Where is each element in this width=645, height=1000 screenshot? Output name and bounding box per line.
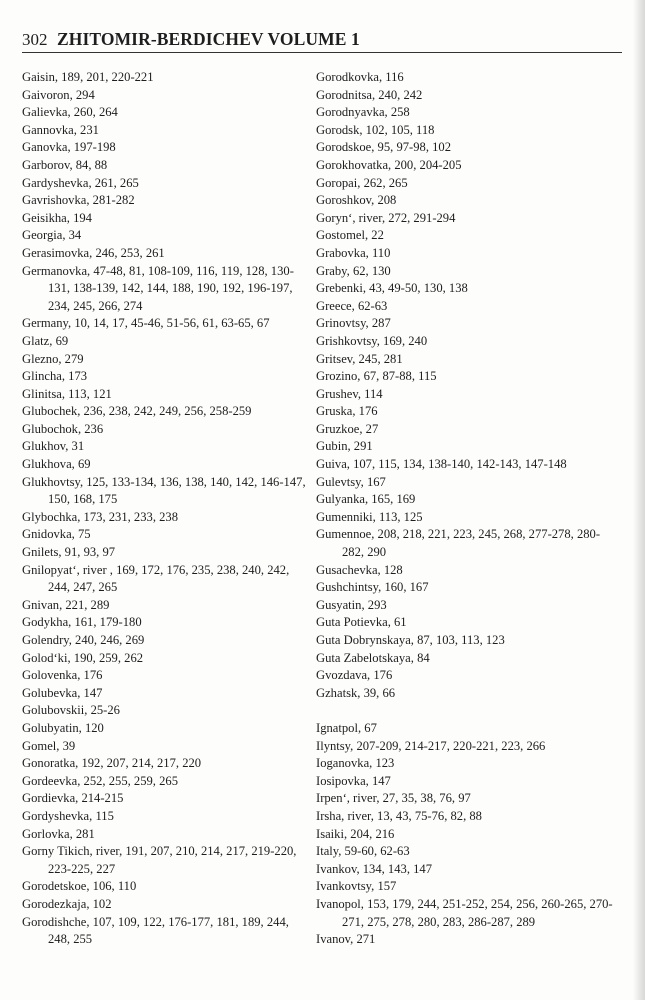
index-entry: Germanovka, 47-48, 81, 108-109, 116, 119, 128, 130-131, 138-139, 142, 144, 188, 190, 192, 196-197, 234, 245, 266, 274 <box>22 263 294 313</box>
index-entry: Ivanov, 271 <box>316 932 376 947</box>
index-entry: Ignatpol, 67 <box>316 720 377 735</box>
index-entry: Grebenki, 43, 49-50, 130, 138 <box>316 281 468 296</box>
index-entry: Gnilopyat‘, river , 169, 172, 176, 235, 238, 240, 242, 244, 247, 265 <box>22 562 290 595</box>
index-entry: Gritsev, 245, 281 <box>316 351 403 366</box>
index-entry: Gostomel, 22 <box>316 228 384 243</box>
index-entry: Glubochok, 236 <box>22 421 104 436</box>
index-entry: Guta Dobrynskaya, 87, 103, 113, 123 <box>316 633 505 647</box>
index-entry: Italy, 59-60, 62-63 <box>316 844 410 859</box>
index-entry: Ilyntsy, 207-209, 214-217, 220-221, 223, 266 <box>316 738 546 753</box>
index-entry: Glincha, 173 <box>22 369 88 384</box>
index-entry: Glatz, 69 <box>22 333 69 348</box>
index-entry: Gnivan, 221, 289 <box>22 597 110 612</box>
index-entry: Goroshkov, 208 <box>316 193 397 208</box>
index-entry: Guta Zabelotskaya, 84 <box>316 650 430 665</box>
index-entry: Gomel, 39 <box>22 738 76 753</box>
index-entry: Gorodishche, 107, 109, 122, 176-177, 181, 189, 244, 248, 255 <box>22 914 289 947</box>
index-entry: Gordievka, 214-215 <box>22 791 124 806</box>
index-entry: Glezno, 279 <box>22 351 84 366</box>
index-entry: Isaiki, 204, 216 <box>316 826 395 841</box>
index-entry: Gorlovka, 281 <box>22 826 95 841</box>
index-entry: Gorodnitsa, 240, 242 <box>316 87 423 102</box>
index-entry: Gardyshevka, 261, 265 <box>22 175 139 190</box>
section-gap <box>316 702 616 720</box>
index-entry: Geisikha, 194 <box>22 210 92 225</box>
index-entry: Ganovka, 197-198 <box>22 140 116 155</box>
index-entry: Gorodskoe, 95, 97-98, 102 <box>316 140 452 155</box>
running-title: ZHITOMIR-BERDICHEV VOLUME 1 <box>57 29 360 49</box>
index-entry: Glybochka, 173, 231, 233, 238 <box>22 509 179 524</box>
index-entry: Iosipovka, 147 <box>316 773 391 788</box>
index-entry: Goropai, 262, 265 <box>316 175 408 190</box>
index-section-g <box>316 69 616 702</box>
index-entry: Grushev, 114 <box>316 386 383 401</box>
index-entry: Gaisin, 189, 201, 220-221 <box>22 70 154 84</box>
index-column-left <box>22 69 307 949</box>
index-entry: Gzhatsk, 39, 66 <box>316 685 396 700</box>
index-entry: Golod‘ki, 190, 259, 262 <box>22 650 144 665</box>
index-entry: Irsha, river, 13, 43, 75-76, 82, 88 <box>316 808 482 823</box>
index-entry: Gordeevka, 252, 255, 259, 265 <box>22 773 178 788</box>
index-column-right <box>316 69 616 949</box>
index-entry: Gerasimovka, 246, 253, 261 <box>22 245 165 260</box>
index-entry: Gorodnyavka, 258 <box>316 105 410 120</box>
index-entry: Gnidovka, 75 <box>22 527 91 542</box>
index-entry: Glukhov, 31 <box>22 439 85 454</box>
index-entry: Glinitsa, 113, 121 <box>22 386 112 401</box>
index-entry: Gruzkoe, 27 <box>316 421 379 436</box>
index-entry: Guiva, 107, 115, 134, 138-140, 142-143, 147-148 <box>316 457 567 472</box>
index-entry: Gorodetskoe, 106, 110 <box>22 879 137 894</box>
index-entry: Gubin, 291 <box>316 439 373 454</box>
index-entry: Gushchintsy, 160, 167 <box>316 580 429 595</box>
index-entry: Gonoratka, 192, 207, 214, 217, 220 <box>22 756 202 771</box>
index-section-i <box>316 720 616 949</box>
index-entry: Garborov, 84, 88 <box>22 157 108 172</box>
index-entry: Gorodezkaja, 102 <box>22 896 112 911</box>
index-entry: Gvozdava, 176 <box>316 668 393 683</box>
index-entry: Glukhova, 69 <box>22 457 91 472</box>
index-entry: Gusyatin, 293 <box>316 597 387 612</box>
index-entry: Golubovskii, 25-26 <box>22 703 120 718</box>
index-entry: Gorny Tikich, river, 191, 207, 210, 214, 217, 219-220, 223-225, 227 <box>22 844 297 876</box>
index-entry: Grabovka, 110 <box>316 245 391 260</box>
index-entry: Ivanopol, 153, 179, 244, 251-252, 254, 256, 260-265, 270-271, 275, 278, 280, 283, 286-287, 289 <box>316 896 613 929</box>
index-entry: Golovenka, 176 <box>22 668 103 683</box>
index-entry: Golubyatin, 120 <box>22 720 104 735</box>
index-entry: Ioganovka, 123 <box>316 756 395 771</box>
index-entry: Gorokhovatka, 200, 204-205 <box>316 157 462 172</box>
running-header <box>22 28 622 53</box>
index-entry: Gumenniki, 113, 125 <box>316 509 423 524</box>
index-entry: Gnilets, 91, 93, 97 <box>22 545 116 560</box>
index-entry: Ivankovtsy, 157 <box>316 879 397 894</box>
index-entry: Glubochek, 236, 238, 242, 249, 256, 258-259 <box>22 404 252 419</box>
index-entry: Grishkovtsy, 169, 240 <box>316 333 428 348</box>
index-entry: Germany, 10, 14, 17, 45-46, 51-56, 61, 63-65, 67 <box>22 316 270 331</box>
index-entry: Irpen‘, river, 27, 35, 38, 76, 97 <box>316 791 471 806</box>
page-number: 302 <box>22 30 48 49</box>
page-edge-shadow <box>633 0 645 1000</box>
index-entry: Grinovtsy, 287 <box>316 316 391 331</box>
index-entry: Golendry, 240, 246, 269 <box>22 633 145 647</box>
index-entry: Guta Potievka, 61 <box>316 615 407 630</box>
index-entry: Gruska, 176 <box>316 404 378 419</box>
index-entry: Graby, 62, 130 <box>316 263 391 278</box>
index-entry: Ivankov, 134, 143, 147 <box>316 861 433 876</box>
index-entry: Galievka, 260, 264 <box>22 105 118 120</box>
index-entry: Georgia, 34 <box>22 228 82 243</box>
index-entry: Greece, 62-63 <box>316 298 388 313</box>
index-entry: Goryn‘, river, 272, 291-294 <box>316 210 456 225</box>
index-entry: Gorodkovka, 116 <box>316 70 404 84</box>
index-entry: Gulyanka, 165, 169 <box>316 492 416 507</box>
index-entry: Grozino, 67, 87-88, 115 <box>316 369 437 384</box>
index-entry: Gusachevka, 128 <box>316 562 403 577</box>
index-entry: Glukhovtsy, 125, 133-134, 136, 138, 140, 142, 146-147, 150, 168, 175 <box>22 474 306 507</box>
index-entry: Gordyshevka, 115 <box>22 808 114 823</box>
index-entry: Golubevka, 147 <box>22 685 103 700</box>
index-entry: Gorodsk, 102, 105, 118 <box>316 122 435 137</box>
index-entry: Gumennoe, 208, 218, 221, 223, 245, 268, 277-278, 280-282, 290 <box>316 527 601 560</box>
index-entry: Godykha, 161, 179-180 <box>22 615 142 630</box>
index-entry: Gannovka, 231 <box>22 122 99 137</box>
index-entry: Gaivoron, 294 <box>22 87 95 102</box>
index-entry: Gavrishovka, 281-282 <box>22 193 135 208</box>
index-entry: Gulevtsy, 167 <box>316 474 386 489</box>
